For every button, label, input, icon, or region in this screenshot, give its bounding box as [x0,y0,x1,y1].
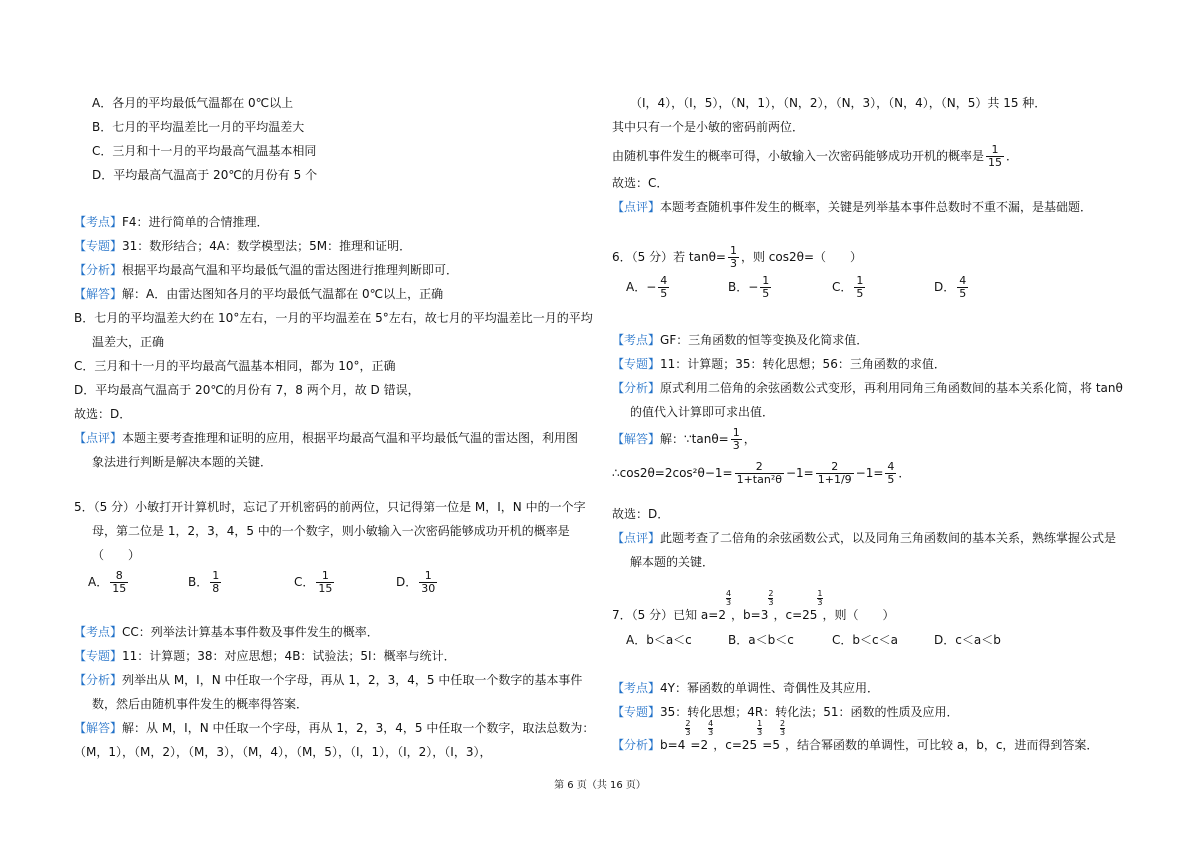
fenxi-tag: 【分析】 [74,263,123,277]
fraction: $\frac{1}{15}$ [318,569,333,595]
dianping-text: 本题考查随机事件发生的概率，关键是列举基本事件总数时不重不漏，是基础题． [660,200,1093,214]
q5-only: 其中只有一个是小敏的密码前两位． [612,120,805,134]
q4-jieda-line: 温差大，正确 [92,335,165,349]
exponent: $\frac{4}{3}$ [708,719,714,737]
q6-dianping-cont: 解本题的关键． [630,555,715,569]
q7-option-b: B．a＜b＜c [728,633,794,647]
q4-fenxi [74,262,458,278]
zhuanti-text: 35：转化思想；4R：转化法；51：函数的性质及应用． [660,705,959,719]
q6-fenxi [612,380,1123,396]
q4-choose: 故选：D． [74,407,132,421]
q6-jieda: 【解答】解：∵tanθ= $\frac{1}{3}$ ， [612,426,756,452]
q7-option-d: D．c＜a＜b [934,633,1001,647]
q5-option-b: B． $\frac{1}{8}$ [188,569,220,595]
fraction: $\frac{1}{8}$ [212,569,220,595]
kaodian-text: GF：三角函数的恒等变换及化简求值． [660,333,869,347]
zhuanti-tag: 【专题】 [612,357,661,371]
q5-stem: （ ） [92,548,141,562]
q7-stem: 7．（5 分）已知 a=2 $\frac{4}{3}$ ，b=3 $\frac{2}{3}$ ，c=25 $\frac{1}{3}$ ，则（ ） [612,589,895,622]
fraction: $\frac{1}{3}$ [729,244,737,270]
q4-option-c: C．三月和十一月的平均最高气温基本相同 [92,144,317,158]
fraction: $\frac{1}{3}$ [732,426,740,452]
q7-kaodian [612,680,879,696]
q4-jieda-line: B．七月的平均温差大约在 10°左右，一月的平均温差在 5°左右，故七月的平均温差比一月的平均 [74,311,593,325]
kaodian-text: CC：列举法计算基本事件数及事件发生的概率． [122,625,379,639]
fraction: $\frac{1}{5}$ [856,274,864,300]
fenxi-text: 列举出从 M，I，N 中任取一个字母，再从 1，2，3，4，5 中任取一个数字的基本事件 [122,673,583,687]
q7-zhuanti [612,704,959,720]
jieda-tag: 【解答】 [74,721,123,735]
q6-option-c: C． $\frac{1}{5}$ [832,274,864,300]
q4-option-d: D．平均最高气温高于 20℃的月份有 5 个 [92,168,318,182]
fenxi-tag: 【分析】 [74,673,123,687]
q6-fenxi-cont: 的值代入计算即可求出值． [630,405,775,419]
q6-kaodian [612,332,868,348]
q6-choose: 故选：D． [612,507,670,521]
fenxi-text: 根据平均最高气温和平均最低气温的雷达图进行推理判断即可． [122,263,459,277]
q5-fenxi [74,672,582,688]
fenxi-tag: 【分析】 [612,738,661,752]
q5-list: （M，1），（M，2），（M，3），（M，4），（M，5），（I，1），（I，2），（I，3）， [74,745,492,759]
kaodian-tag: 【考点】 [74,625,123,639]
kaodian-text: 4Y：幂函数的单调性、奇偶性及其应用． [660,681,879,695]
q4-kaodian [74,214,269,230]
exponent: $\frac{2}{3}$ [768,589,774,607]
kaodian-tag: 【考点】 [74,215,123,229]
page-footer: 第 6 页（共 16 页） [554,780,646,791]
q5-option-d: D． $\frac{1}{30}$ [396,569,436,595]
fraction: $\frac{4}{5}$ [959,274,967,300]
kaodian-tag: 【考点】 [612,333,661,347]
q7-option-a: A．b＜a＜c [626,633,692,647]
q4-dianping-cont: 象法进行判断是解决本题的关键． [92,455,273,469]
q5-zhuanti [74,648,456,664]
fraction: $\frac{2}{1+1/9}$ [817,460,852,486]
dianping-tag: 【点评】 [612,200,661,214]
fraction: $\frac{1}{30}$ [421,569,436,595]
exponent: $\frac{1}{3}$ [757,719,763,737]
q6-dianping [612,530,1116,546]
q5-list-cont: （I，4），（I，5），（N，1），（N，2），（N，3），（N，4），（N，5）共 15 种． [630,96,1047,110]
fenxi-text: 原式利用二倍角的余弦函数公式变形，再利用同角三角函数间的基本关系化简，将 tanθ [660,381,1123,395]
q5-jieda [74,720,594,736]
q4-option-a: A．各月的平均最低气温都在 0℃以上 [92,96,294,110]
q5-prob: 由随机事件发生的概率可得，小敏输入一次密码能够成功开机的概率是 $\frac{1}{15}$ ． [612,143,1019,169]
q5-stem: 母，第二位是 1，2，3，4，5 中的一个数字，则小敏输入一次密码能够成功开机的概率是 [92,524,570,538]
exponent: $\frac{4}{3}$ [725,589,732,607]
dianping-tag: 【点评】 [74,431,123,445]
q4-zhuanti [74,238,411,254]
dianping-text: 本题主要考查推理和证明的应用，根据平均最高气温和平均最低气温的雷达图，利用图 [122,431,579,445]
fraction: $\frac{1}{15}$ [988,143,1003,169]
q6-calc: ∴cos2θ=2cos²θ−1= $\frac{2}{\text{1+tan²θ}}$ −1= $\frac{2}{1+1/9}$ −1= $\frac{4}{5}$ ． [612,460,911,486]
jieda-text: 解：从 M，I，N 中任取一个字母，再从 1，2，3，4，5 中任取一个数字，取法总数为： [122,721,595,735]
zhuanti-tag: 【专题】 [74,649,123,663]
jieda-tag: 【解答】 [74,287,123,301]
fraction: $\frac{4}{5}$ [887,460,895,486]
q7-fenxi: 【分析】b=4 $\frac{2}{3}$ =2 $\frac{4}{3}$ ，c=25 $\frac{1}{3}$ =5 $\frac{2}{3}$ ，结合幂函数的单调性，可比较 a，b，c，进而得到答案． [612,719,1099,752]
q7-option-c: C．b＜c＜a [832,633,898,647]
zhuanti-text: 31：数形结合；4A：数学模型法；5M：推理和证明． [122,239,412,253]
q4-dianping [74,430,578,446]
q4-jieda [74,286,443,302]
fraction: $\frac{2}{\text{1+tan²θ}}$ [736,460,782,486]
kaodian-text: F4：进行简单的合情推理． [122,215,269,229]
q5-kaodian [74,624,379,640]
q6-option-b: B．− $\frac{1}{5}$ [728,274,770,300]
exponent: $\frac{2}{3}$ [685,719,691,737]
kaodian-tag: 【考点】 [612,681,661,695]
q6-stem: 6．（5 分）若 tanθ= $\frac{1}{3}$ ，则 cos2θ=（ ） [612,244,863,270]
q4-jieda-line: C．三月和十一月的平均最高气温基本相同，都为 10°，正确 [74,359,396,373]
fenxi-tag: 【分析】 [612,381,661,395]
jieda-text: 解：A．由雷达图知各月的平均最低气温都在 0℃以上，正确 [122,287,444,301]
exponent: $\frac{1}{3}$ [817,589,823,607]
q5-dianping [612,199,1092,215]
q5-option-c: C． $\frac{1}{15}$ [294,569,333,595]
fraction: $\frac{8}{15}$ [112,569,127,595]
fraction: $\frac{1}{5}$ [762,274,770,300]
q5-stem: 5．（5 分）小敏打开计算机时，忘记了开机密码的前两位，只记得第一位是 M，I，N 中的一个字 [74,500,586,514]
fraction: $\frac{4}{5}$ [660,274,668,300]
zhuanti-tag: 【专题】 [612,705,661,719]
dianping-tag: 【点评】 [612,531,661,545]
q5-choose: 故选：C． [612,176,669,190]
jieda-tag: 【解答】 [612,432,661,446]
q5-option-a: A． $\frac{8}{15}$ [88,569,127,595]
exponent: $\frac{2}{3}$ [779,719,786,737]
q6-option-d: D． $\frac{4}{5}$ [934,274,967,300]
q6-option-a: A．− $\frac{4}{5}$ [626,274,668,300]
q5-fenxi-cont: 数，然后由随机事件发生的概率得答案． [92,697,309,711]
q4-jieda-line: D．平均最高气温高于 20℃的月份有 7，8 两个月，故 D 错误， [74,383,420,397]
q4-option-b: B．七月的平均温差比一月的平均温差大 [92,120,305,134]
zhuanti-text: 11：计算题；38：对应思想；4B：试验法；5I：概率与统计． [122,649,456,663]
dianping-text: 此题考查了二倍角的余弦函数公式，以及同角三角函数间的基本关系，熟练掌握公式是 [660,531,1117,545]
zhuanti-text: 11：计算题；35：转化思想；56：三角函数的求值． [660,357,946,371]
zhuanti-tag: 【专题】 [74,239,123,253]
q6-zhuanti [612,356,946,372]
